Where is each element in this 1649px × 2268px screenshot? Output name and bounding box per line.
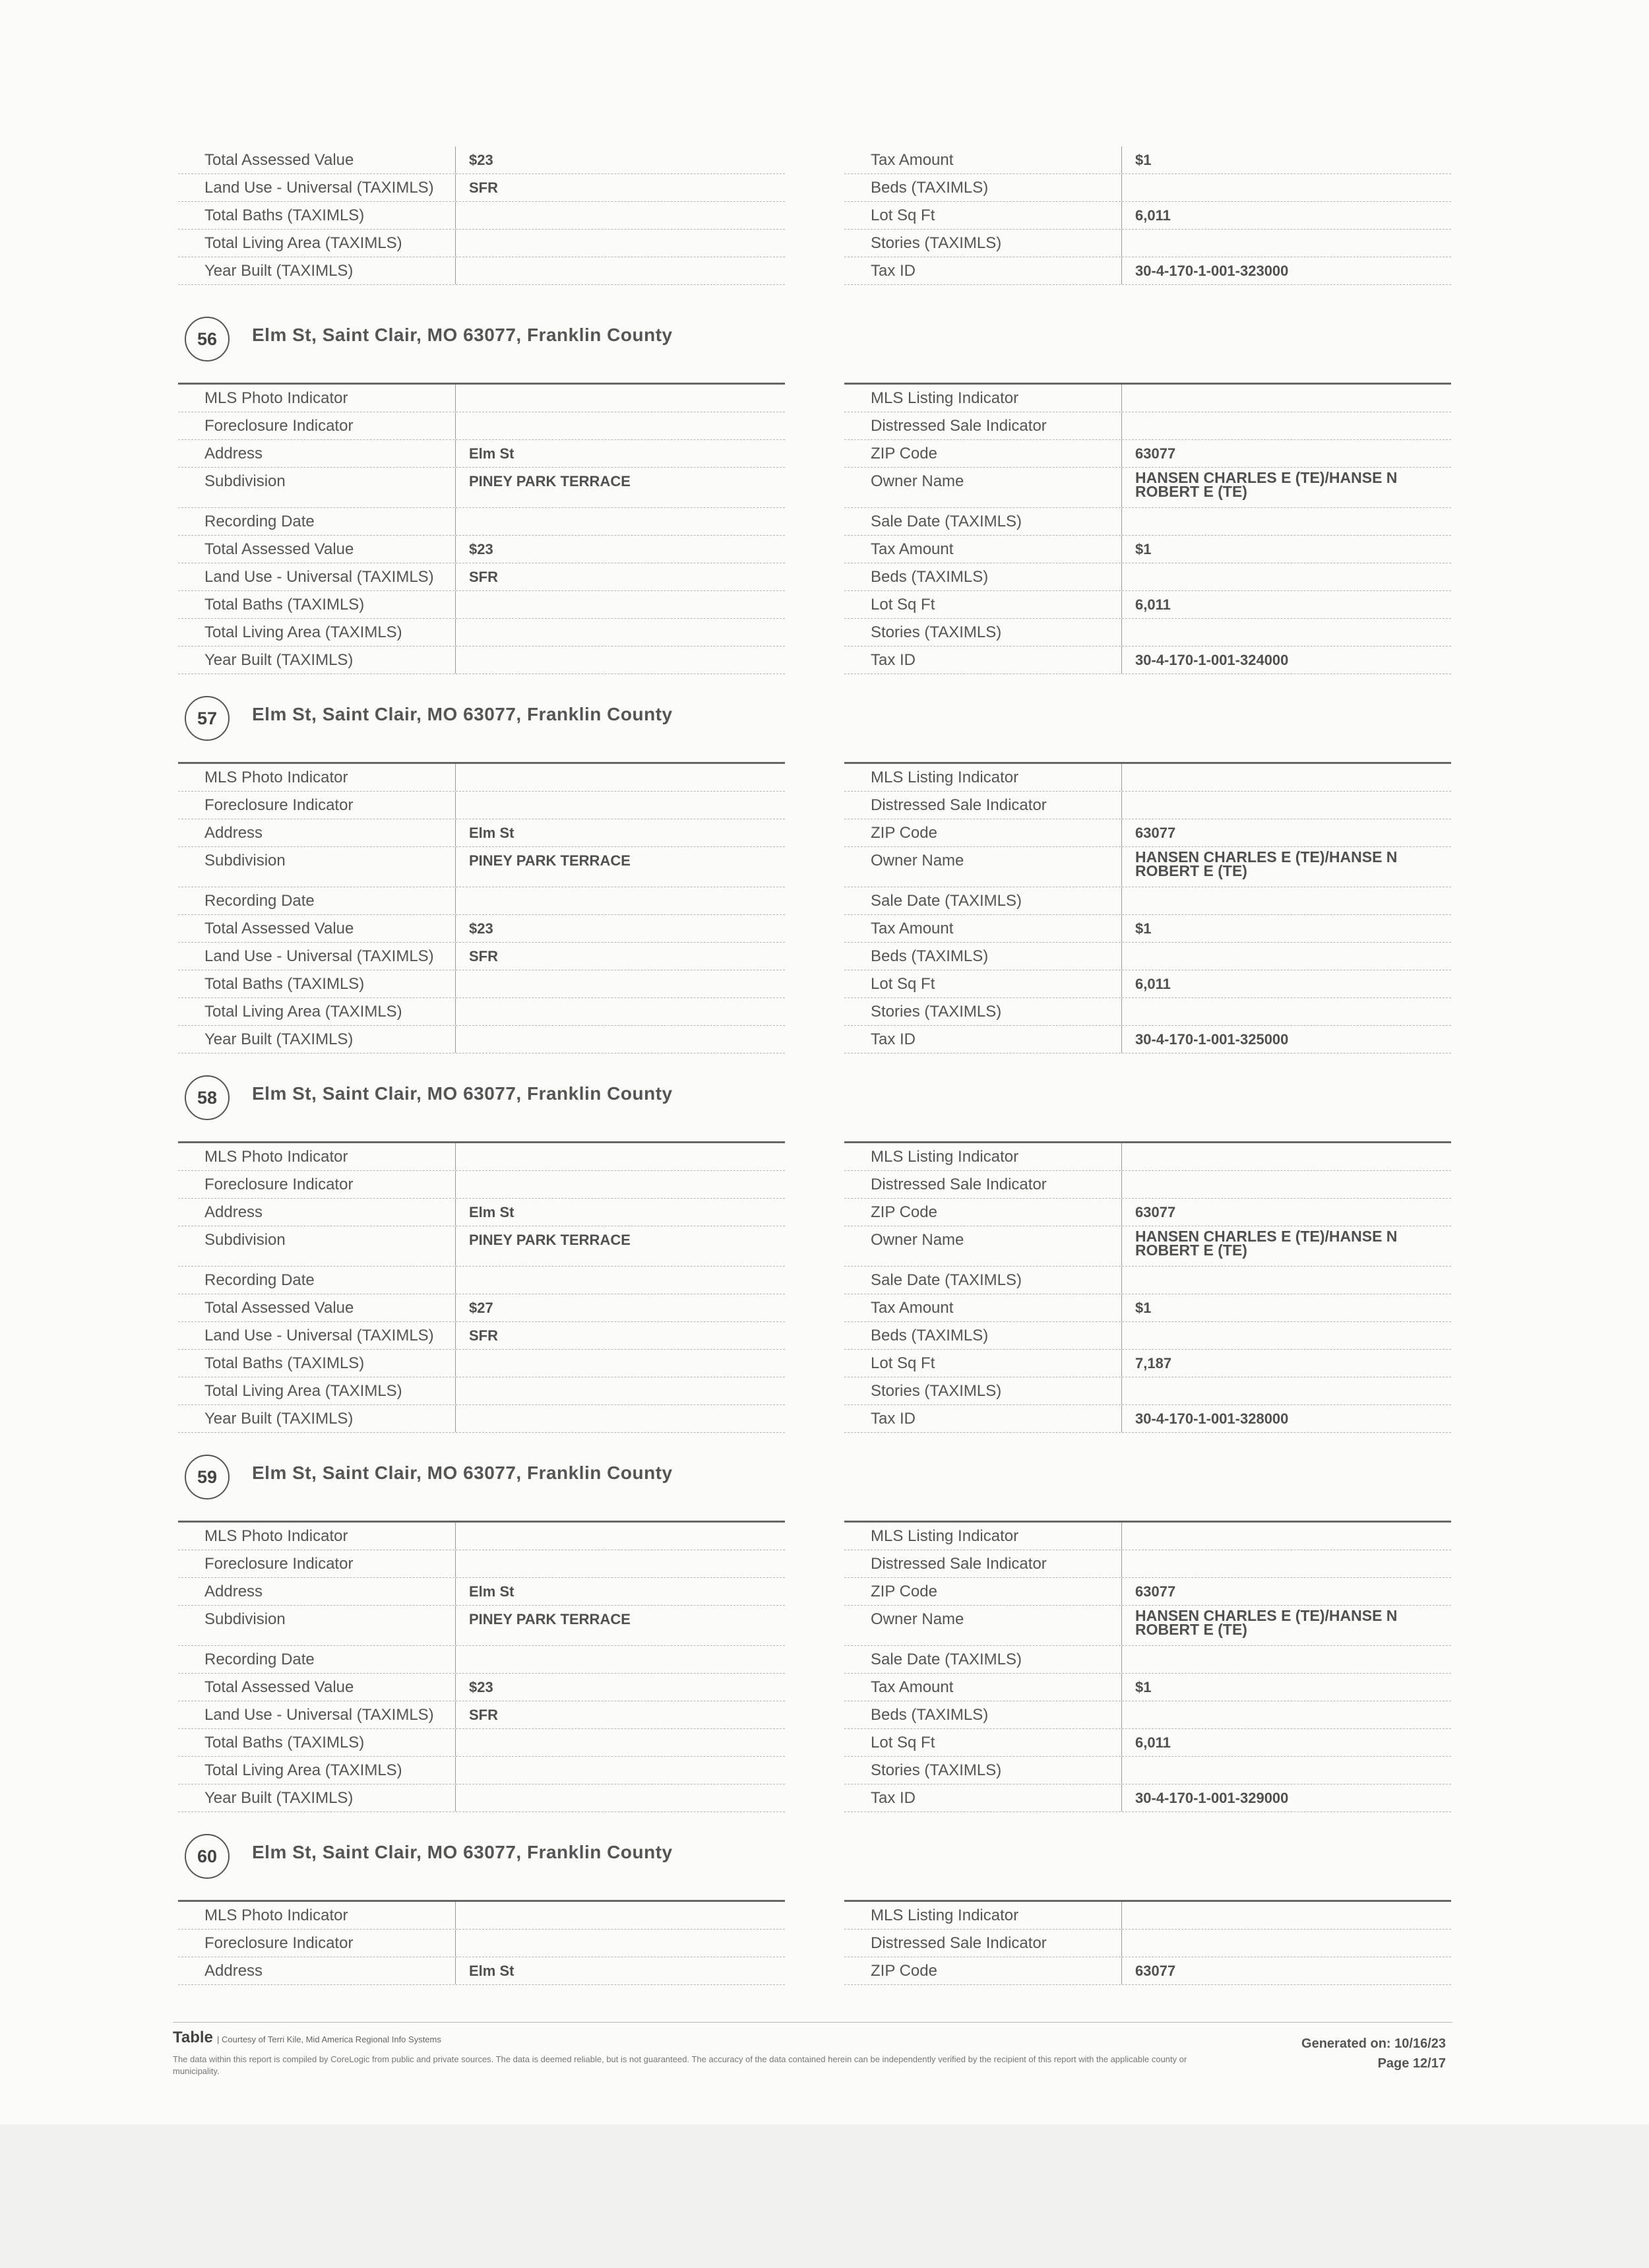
stories-value [1121, 1377, 1451, 1404]
field-label: Tax ID [871, 1789, 916, 1807]
subdivision-value: PINEY PARK TERRACE [455, 1226, 785, 1266]
stories-value [1121, 619, 1451, 646]
property-title: Elm St, Saint Clair, MO 63077, Franklin County [252, 1463, 673, 1483]
field-label: Distressed Sale Indicator [871, 1934, 1047, 1952]
beds-value [1121, 563, 1451, 590]
field-label: Stories (TAXIMLS) [871, 1382, 1002, 1400]
field-label: MLS Listing Indicator [871, 1527, 1019, 1545]
field-label: Total Living Area (TAXIMLS) [204, 1003, 402, 1021]
lot-sqft-value: 6,011 [1121, 970, 1451, 997]
address-value: Elm St [455, 1199, 785, 1226]
foreclosure-value [455, 1930, 785, 1957]
right-table [844, 1521, 1451, 1812]
field-label: Subdivision [204, 1610, 286, 1628]
address-value: Elm St [455, 1578, 785, 1605]
field-label: Recording Date [204, 513, 315, 530]
left-table [178, 1900, 785, 1985]
field-label: MLS Photo Indicator [204, 1148, 348, 1166]
mls-listing-value [1121, 385, 1451, 412]
mls-photo-value [455, 385, 785, 412]
field-label: Beds (TAXIMLS) [871, 568, 989, 586]
lot-sqft-value: 7,187 [1121, 1350, 1451, 1377]
field-label: Recording Date [204, 892, 315, 910]
recording-date-value [455, 1267, 785, 1294]
field-label: ZIP Code [871, 1583, 937, 1600]
recording-date-value [455, 887, 785, 914]
field-label: ZIP Code [871, 1962, 937, 1980]
field-label: Land Use - Universal (TAXIMLS) [204, 947, 434, 965]
field-label: Land Use - Universal (TAXIMLS) [204, 568, 434, 586]
field-label: Total Assessed Value [204, 920, 354, 937]
property-title: Elm St, Saint Clair, MO 63077, Franklin County [252, 1083, 673, 1104]
field-label: Lot Sq Ft [871, 596, 935, 614]
field-label: Foreclosure Indicator [204, 1555, 354, 1573]
field-label: Stories (TAXIMLS) [871, 1761, 1002, 1779]
field-label: Stories (TAXIMLS) [871, 234, 1002, 252]
field-label: MLS Photo Indicator [204, 389, 348, 407]
field-label: Distressed Sale Indicator [871, 1176, 1047, 1193]
field-label: Tax ID [871, 1410, 916, 1428]
address-value: Elm St [455, 440, 785, 467]
total-assessed-value: $23 [455, 1674, 785, 1701]
year-built-value [455, 1026, 785, 1053]
field-label: Total Assessed Value [204, 540, 354, 558]
field-label: Stories (TAXIMLS) [871, 623, 1002, 641]
field-label: Total Living Area (TAXIMLS) [204, 1382, 402, 1400]
field-label: Owner Name [871, 852, 964, 869]
left-table [178, 383, 785, 674]
land-use-value: SFR [455, 943, 785, 970]
field-label: Subdivision [204, 1231, 286, 1249]
property-partial-top [178, 146, 1451, 285]
lot-sqft-value: 6,011 [1121, 202, 1451, 229]
land-use-value: SFR [455, 1322, 785, 1349]
field-label: Lot Sq Ft [871, 1354, 935, 1372]
property-section-56 [178, 310, 1451, 674]
tax-amount-value: $1 [1121, 1674, 1451, 1701]
recording-date-value [455, 508, 785, 535]
tax-amount-value: $1 [1121, 1294, 1451, 1321]
field-label: Total Living Area (TAXIMLS) [204, 623, 402, 641]
field-label: Total Assessed Value [204, 151, 354, 169]
mls-photo-value [455, 764, 785, 791]
property-title: Elm St, Saint Clair, MO 63077, Franklin County [252, 1842, 673, 1862]
field-label: Distressed Sale Indicator [871, 796, 1047, 814]
field-label: MLS Listing Indicator [871, 769, 1019, 786]
tax-id-value: 30-4-170-1-001-329000 [1121, 1784, 1451, 1811]
sale-date-value [1121, 1267, 1451, 1294]
property-number-badge: 58 [185, 1075, 230, 1120]
stories-value [1121, 998, 1451, 1025]
total-living-value [455, 1757, 785, 1784]
total-baths-value [455, 1350, 785, 1377]
left-table [178, 1141, 785, 1433]
footer-source: Table | Courtesy of Terri Kile, Mid America Regional Info Systems [173, 2029, 441, 2046]
lot-sqft-value: 6,011 [1121, 591, 1451, 618]
field-label: Tax Amount [871, 1678, 954, 1696]
foreclosure-value [455, 792, 785, 819]
field-label: Subdivision [204, 472, 286, 490]
right-table [844, 1141, 1451, 1433]
field-label: Address [204, 1583, 263, 1600]
sale-date-value [1121, 887, 1451, 914]
field-label: Lot Sq Ft [871, 975, 935, 993]
field-label: Total Living Area (TAXIMLS) [204, 1761, 402, 1779]
total-assessed-value: $27 [455, 1294, 785, 1321]
foreclosure-value [455, 1171, 785, 1198]
field-label: MLS Listing Indicator [871, 1906, 1019, 1924]
total-living-value [455, 998, 785, 1025]
field-label: Beds (TAXIMLS) [871, 947, 989, 965]
tax-amount-value: $1 [1121, 146, 1451, 173]
total-baths-value [455, 202, 785, 229]
mls-photo-value [455, 1902, 785, 1929]
field-label: Total Baths (TAXIMLS) [204, 596, 365, 614]
total-baths-value [455, 591, 785, 618]
total-baths-value [455, 970, 785, 997]
right-table [844, 146, 1451, 285]
footer-disclaimer: The data within this report is compiled by CoreLogic from public and private sources. The data is deemed reliable, but is not guaranteed. The accuracy of the data contained herein can be independently verified by the recipient of this report with the applicable county or municipality. [173, 2054, 1187, 2076]
recording-date-value [455, 1646, 785, 1673]
address-value: Elm St [455, 1957, 785, 1984]
tax-id-value: 30-4-170-1-001-324000 [1121, 646, 1451, 674]
property-section-57 [178, 689, 1451, 1054]
field-label: Tax ID [871, 1030, 916, 1048]
owner-name-value: HANSEN CHARLES E (TE)/HANSE N ROBERT E (TE) [1121, 1226, 1451, 1266]
total-assessed-value: $23 [455, 536, 785, 563]
zip-value: 63077 [1121, 1199, 1451, 1226]
zip-value: 63077 [1121, 440, 1451, 467]
field-label: Distressed Sale Indicator [871, 417, 1047, 435]
field-label: Foreclosure Indicator [204, 796, 354, 814]
field-label: Foreclosure Indicator [204, 417, 354, 435]
field-label: Foreclosure Indicator [204, 1934, 354, 1952]
land-use-value: SFR [455, 174, 785, 201]
tax-amount-value: $1 [1121, 915, 1451, 942]
field-label: Year Built (TAXIMLS) [204, 1410, 354, 1428]
field-label: Owner Name [871, 1231, 964, 1249]
beds-value [1121, 943, 1451, 970]
page-footer [173, 2022, 1452, 2076]
owner-name-value: HANSEN CHARLES E (TE)/HANSE N ROBERT E (TE) [1121, 1606, 1451, 1645]
distressed-value [1121, 1930, 1451, 1957]
field-label: Address [204, 445, 263, 462]
field-label: Sale Date (TAXIMLS) [871, 513, 1022, 530]
right-table [844, 383, 1451, 674]
mls-listing-value [1121, 1902, 1451, 1929]
total-assessed-value: $23 [455, 915, 785, 942]
tax-id-value: 30-4-170-1-001-328000 [1121, 1405, 1451, 1432]
property-section-60 [178, 1827, 1451, 1985]
field-label: Land Use - Universal (TAXIMLS) [204, 179, 434, 197]
field-label: Subdivision [204, 852, 286, 869]
field-label: Owner Name [871, 1610, 964, 1628]
field-label: Total Baths (TAXIMLS) [204, 206, 365, 224]
mls-listing-value [1121, 1143, 1451, 1170]
owner-name-value: HANSEN CHARLES E (TE)/HANSE N ROBERT E (TE) [1121, 468, 1451, 507]
total-living-value [455, 1377, 785, 1404]
owner-name-value: HANSEN CHARLES E (TE)/HANSE N ROBERT E (TE) [1121, 847, 1451, 887]
beds-value [1121, 174, 1451, 201]
field-label: Distressed Sale Indicator [871, 1555, 1047, 1573]
subdivision-value: PINEY PARK TERRACE [455, 847, 785, 887]
field-label: Beds (TAXIMLS) [871, 1327, 989, 1344]
field-label: Total Baths (TAXIMLS) [204, 1354, 365, 1372]
foreclosure-value [455, 412, 785, 439]
property-number-badge: 59 [185, 1455, 230, 1499]
footer-courtesy: Courtesy of Terri Kile, Mid America Regional Info Systems [222, 2034, 441, 2044]
beds-value [1121, 1322, 1451, 1349]
total-living-value [455, 619, 785, 646]
field-label: Year Built (TAXIMLS) [204, 651, 354, 669]
property-number-badge: 57 [185, 696, 230, 741]
property-title: Elm St, Saint Clair, MO 63077, Franklin County [252, 704, 673, 724]
field-label: MLS Photo Indicator [204, 769, 348, 786]
subdivision-value: PINEY PARK TERRACE [455, 468, 785, 507]
sale-date-value [1121, 1646, 1451, 1673]
year-built-value [455, 646, 785, 674]
field-label: Lot Sq Ft [871, 1734, 935, 1751]
zip-value: 63077 [1121, 1957, 1451, 1984]
field-label: Total Assessed Value [204, 1299, 354, 1317]
total-living-value [455, 230, 785, 257]
zip-value: 63077 [1121, 1578, 1451, 1605]
field-label: Owner Name [871, 472, 964, 490]
field-label: ZIP Code [871, 1203, 937, 1221]
distressed-value [1121, 412, 1451, 439]
field-label: Total Living Area (TAXIMLS) [204, 234, 402, 252]
tax-amount-value: $1 [1121, 536, 1451, 563]
mls-photo-value [455, 1143, 785, 1170]
field-label: Lot Sq Ft [871, 206, 935, 224]
mls-photo-value [455, 1523, 785, 1550]
field-label: Recording Date [204, 1271, 315, 1289]
field-label: Total Assessed Value [204, 1678, 354, 1696]
zip-value: 63077 [1121, 819, 1451, 846]
property-section-59 [178, 1448, 1451, 1812]
distressed-value [1121, 792, 1451, 819]
field-label: Total Baths (TAXIMLS) [204, 975, 365, 993]
field-label: Tax Amount [871, 540, 954, 558]
page-number: Page 12/17 [1377, 2056, 1446, 2071]
property-number-badge: 60 [185, 1834, 230, 1879]
field-label: Address [204, 1962, 263, 1980]
field-label: Tax ID [871, 262, 916, 280]
distressed-value [1121, 1171, 1451, 1198]
subdivision-value: PINEY PARK TERRACE [455, 1606, 785, 1645]
field-label: ZIP Code [871, 445, 937, 462]
year-built-value [455, 1784, 785, 1811]
sale-date-value [1121, 508, 1451, 535]
mls-listing-value [1121, 1523, 1451, 1550]
generated-date: Generated on: 10/16/23 [1301, 2036, 1446, 2051]
field-label: Recording Date [204, 1651, 315, 1668]
field-label: Tax Amount [871, 151, 954, 169]
field-label: Stories (TAXIMLS) [871, 1003, 1002, 1021]
stories-value [1121, 1757, 1451, 1784]
left-table [178, 1521, 785, 1812]
left-table [178, 146, 785, 285]
mls-listing-value [1121, 764, 1451, 791]
tax-id-value: 30-4-170-1-001-325000 [1121, 1026, 1451, 1053]
field-label: Total Baths (TAXIMLS) [204, 1734, 365, 1751]
field-label: Beds (TAXIMLS) [871, 1706, 989, 1724]
field-label: Foreclosure Indicator [204, 1176, 354, 1193]
field-label: MLS Listing Indicator [871, 389, 1019, 407]
field-label: MLS Photo Indicator [204, 1527, 348, 1545]
lot-sqft-value: 6,011 [1121, 1729, 1451, 1756]
field-label: Tax Amount [871, 1299, 954, 1317]
land-use-value: SFR [455, 563, 785, 590]
field-label: MLS Listing Indicator [871, 1148, 1019, 1166]
footer-table-label: Table [173, 2029, 213, 2046]
total-baths-value [455, 1729, 785, 1756]
field-label: Sale Date (TAXIMLS) [871, 1651, 1022, 1668]
land-use-value: SFR [455, 1701, 785, 1728]
field-label: Address [204, 824, 263, 842]
field-label: ZIP Code [871, 824, 937, 842]
field-label: Tax Amount [871, 920, 954, 937]
field-label: Sale Date (TAXIMLS) [871, 1271, 1022, 1289]
property-title: Elm St, Saint Clair, MO 63077, Franklin County [252, 325, 673, 345]
field-label: Land Use - Universal (TAXIMLS) [204, 1706, 434, 1724]
field-label: Year Built (TAXIMLS) [204, 1789, 354, 1807]
right-table [844, 762, 1451, 1054]
total-assessed-value: $23 [455, 146, 785, 173]
property-number-badge: 56 [185, 317, 230, 362]
year-built-value [455, 257, 785, 284]
property-section-58 [178, 1069, 1451, 1433]
field-label: Sale Date (TAXIMLS) [871, 892, 1022, 910]
foreclosure-value [455, 1550, 785, 1577]
year-built-value [455, 1405, 785, 1432]
distressed-value [1121, 1550, 1451, 1577]
left-table [178, 762, 785, 1054]
right-table [844, 1900, 1451, 1985]
field-label: Tax ID [871, 651, 916, 669]
field-label: Year Built (TAXIMLS) [204, 262, 354, 280]
field-label: Land Use - Universal (TAXIMLS) [204, 1327, 434, 1344]
footer-meta [1301, 2034, 1446, 2073]
address-value: Elm St [455, 819, 785, 846]
beds-value [1121, 1701, 1451, 1728]
stories-value [1121, 230, 1451, 257]
field-label: Beds (TAXIMLS) [871, 179, 989, 197]
field-label: Year Built (TAXIMLS) [204, 1030, 354, 1048]
field-label: MLS Photo Indicator [204, 1906, 348, 1924]
field-label: Address [204, 1203, 263, 1221]
tax-id-value: 30-4-170-1-001-323000 [1121, 257, 1451, 284]
